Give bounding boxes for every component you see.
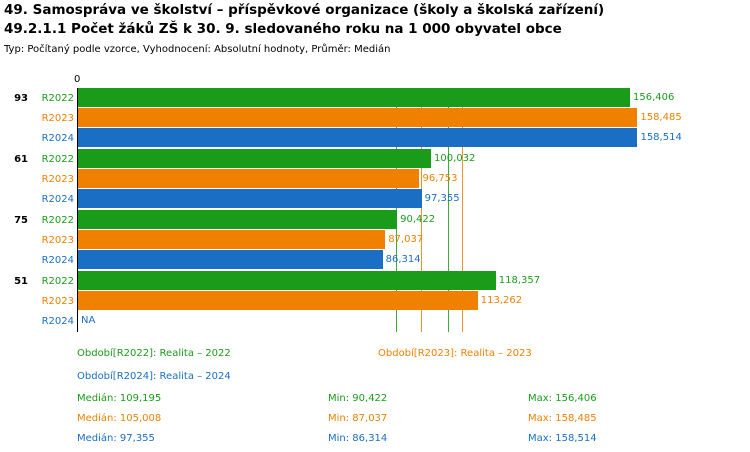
legend-item-r2022: Období[R2022]: Realita – 2022 (77, 348, 231, 359)
bar-value-label: 86,314 (385, 254, 421, 265)
bar-value-label: 156,406 (633, 92, 675, 103)
category-label: 75 (14, 215, 28, 226)
series-label: R2022 (41, 93, 74, 104)
report-title-line1: 49. Samospráva ve školství – příspěvkové organizace (školy a školská zařízení) (4, 2, 605, 18)
bar[interactable] (78, 108, 637, 127)
report-subtitle: Typ: Počítaný podle vzorce, Vyhodnocení: Absolutní hodnoty, Průměr: Medián (4, 44, 391, 55)
stat-max-r2024: Max: 158,514 (528, 433, 597, 444)
bar-value-label: 97,355 (424, 193, 460, 204)
bar[interactable] (78, 189, 422, 208)
series-label: R2023 (41, 174, 74, 185)
stat-median-r2023: Medián: 105,008 (77, 413, 162, 424)
bar-value-label: 87,037 (388, 234, 424, 245)
bar[interactable] (78, 230, 385, 249)
bar-value-label: 90,422 (400, 214, 436, 225)
bar-value-label: 96,753 (422, 173, 458, 184)
legend-item-r2024: Období[R2024]: Realita – 2024 (77, 371, 231, 382)
series-label: R2024 (41, 316, 74, 327)
bar[interactable] (78, 88, 630, 107)
stat-max-r2023: Max: 158,485 (528, 413, 597, 424)
stat-min-r2023: Min: 87,037 (328, 413, 388, 424)
series-label: R2022 (41, 215, 74, 226)
legend-item-r2023: Období[R2023]: Realita – 2023 (378, 348, 532, 359)
stat-median-r2024: Medián: 97,355 (77, 433, 155, 444)
bar[interactable] (78, 250, 383, 269)
series-label: R2023 (41, 235, 74, 246)
series-label: R2022 (41, 154, 74, 165)
series-label: R2023 (41, 296, 74, 307)
bar[interactable] (78, 169, 419, 188)
bar-value-label: 118,357 (498, 275, 541, 286)
category-label: 61 (14, 154, 28, 165)
bar-value-na: NA (81, 315, 96, 326)
bar[interactable] (78, 291, 478, 310)
category-label: 93 (14, 93, 28, 104)
bar[interactable] (78, 271, 496, 290)
series-label: R2024 (41, 133, 74, 144)
stat-min-r2022: Min: 90,422 (328, 393, 388, 404)
bar[interactable] (78, 149, 431, 168)
category-label: 51 (14, 276, 28, 287)
series-label: R2024 (41, 255, 74, 266)
bar-value-label: 158,514 (640, 132, 682, 143)
series-label: R2024 (41, 194, 74, 205)
stat-max-r2022: Max: 156,406 (528, 393, 597, 404)
bar[interactable] (78, 210, 397, 229)
bar-value-label: 158,485 (640, 112, 682, 123)
stat-median-r2022: Medián: 109,195 (77, 393, 162, 404)
report-title-line2: 49.2.1.1 Počet žáků ZŠ k 30. 9. sledovaného roku na 1 000 obyvatel obce (4, 21, 562, 37)
x-axis-origin-label: 0 (74, 74, 81, 85)
series-label: R2023 (41, 113, 74, 124)
bar[interactable] (78, 128, 637, 147)
bar-value-label: 113,262 (480, 295, 523, 306)
series-label: R2022 (41, 276, 74, 287)
stat-min-r2024: Min: 86,314 (328, 433, 388, 444)
bar-value-label: 100,032 (434, 153, 476, 164)
bar-chart-plot (77, 88, 732, 332)
